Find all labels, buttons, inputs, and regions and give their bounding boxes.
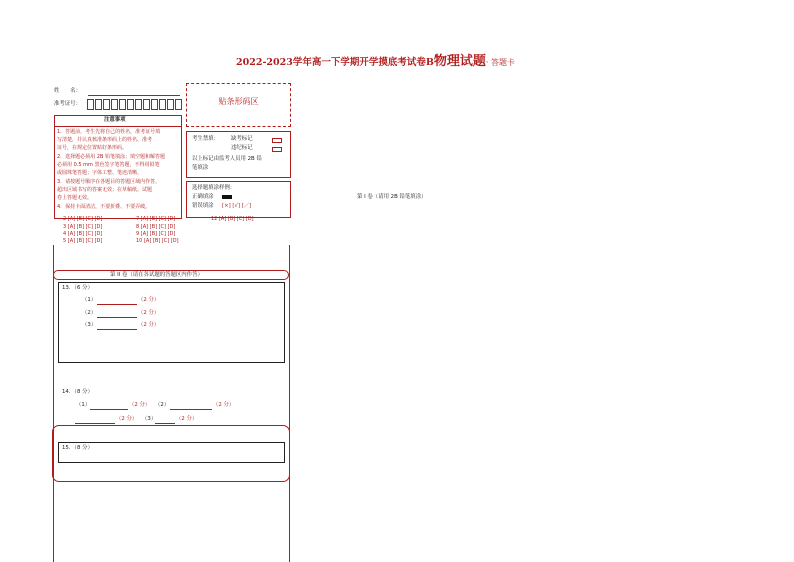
barcode-label: 贴条形码区 — [218, 97, 259, 106]
q14-score: （2 分） — [129, 402, 151, 408]
note-line: 4．保持卡面清洁，不要折叠、不要弄破。 — [57, 204, 151, 210]
answer-region-left-border — [53, 245, 54, 562]
status-label: 考生禁填： — [192, 136, 219, 142]
exam-no-cell[interactable] — [175, 99, 182, 110]
mc-row[interactable]: 7 [A] [B] [C] [D] — [136, 216, 176, 222]
absent-mark-label: 缺考标记 — [231, 136, 253, 142]
wrong-fill-marks: [×] [√] [／] — [222, 203, 252, 209]
q14-score: （2 分） — [213, 402, 235, 408]
violation-mark-box[interactable] — [272, 147, 282, 152]
answer-region-right-border — [289, 245, 290, 562]
q14-num-2: （2） — [155, 402, 170, 408]
q13-item-score: （2 分） — [138, 322, 160, 328]
exam-no-cell[interactable] — [95, 99, 102, 110]
note-line: 3．请按题号顺序在各题目的答题区域内作答， — [57, 179, 161, 185]
q13-item-score: （2 分） — [138, 297, 160, 303]
exam-no-cell[interactable] — [159, 99, 166, 110]
q14-num-1: （1） — [76, 402, 91, 408]
mc-row[interactable]: 8 [A] [B] [C] [D] — [136, 224, 176, 230]
exam-no-cell[interactable] — [87, 99, 94, 110]
q13-blank[interactable] — [97, 317, 137, 318]
mc-row[interactable]: 2 [A] [B] [C] [D] — [63, 216, 103, 222]
section1-note: 第 I 卷（请用 2B 铅笔填涂） — [357, 194, 427, 200]
notes-title: 注意事项 — [104, 117, 126, 123]
title-suffix: · 答题卡 — [485, 58, 515, 67]
barcode-area — [186, 83, 291, 127]
exam-no-cell[interactable] — [119, 99, 126, 110]
correct-fill-sample — [222, 195, 232, 199]
q13-blank[interactable] — [97, 304, 137, 305]
q13-item-num: （2） — [82, 310, 97, 316]
exam-no-cell[interactable] — [103, 99, 110, 110]
mc-row[interactable]: 10 [A] [B] [C] [D] — [136, 238, 179, 244]
note-line: 2．选择题必须用 2B 铅笔填涂；填空题和解答题 — [57, 154, 165, 160]
q14-blank[interactable] — [155, 423, 175, 424]
q14-score: （2 分） — [116, 416, 138, 422]
q15-header: 15．（8 分） — [62, 445, 93, 451]
fill-example-title: 选择题填涂样例： — [192, 185, 236, 191]
q14-num-3: （3） — [142, 416, 157, 422]
name-field[interactable] — [88, 95, 180, 96]
note-line: 超出区域书写的答案无效；在草稿纸、试题 — [57, 187, 153, 193]
exam-no-cell[interactable] — [111, 99, 118, 110]
exam-no-cell[interactable] — [143, 99, 150, 110]
q14-blank[interactable] — [90, 409, 128, 410]
q14-header: 14．（8 分） — [62, 389, 93, 395]
mc-row[interactable]: 9 [A] [B] [C] [D] — [136, 231, 176, 237]
q13-header: 13．（6 分） — [62, 285, 93, 291]
note-line: 或圆珠笔答题；字体工整、笔迹清晰。 — [57, 170, 143, 176]
wrong-fill-label: 错误填涂 — [192, 203, 214, 209]
name-label: 姓 名： — [54, 88, 81, 94]
mc-row[interactable]: 4 [A] [B] [C] [D] — [63, 231, 103, 237]
q13-blank[interactable] — [97, 329, 137, 330]
title-prefix: 2022-2023学年高一下学期开学摸底考试卷B — [236, 57, 434, 68]
exam-no-grid[interactable] — [87, 99, 183, 110]
exam-no-cell[interactable] — [135, 99, 142, 110]
q14-score: （2 分） — [176, 416, 198, 422]
title-main: 物理试题 — [433, 54, 486, 69]
mc-row[interactable]: 12 [A] [B] [C] [D] — [211, 216, 254, 222]
page-title — [236, 50, 515, 69]
note-line: 卷上答题无效。 — [57, 195, 93, 201]
q14-blank[interactable] — [170, 409, 212, 410]
section2-title: 第 II 卷（请在各试题的答题区内作答） — [110, 272, 203, 278]
note-line: 必须用 0.5 mm 黑色签字笔答题，不得用铅笔 — [57, 162, 160, 168]
status-note-2: 笔填涂 — [192, 165, 209, 171]
mc-row[interactable]: 3 [A] [B] [C] [D] — [63, 224, 103, 230]
exam-no-cell[interactable] — [127, 99, 134, 110]
note-line: 写清楚，并认真核准条形码上的姓名、准考 — [57, 137, 153, 143]
q13-item-num: （3） — [82, 322, 97, 328]
mc-row[interactable]: 5 [A] [B] [C] [D] — [63, 238, 103, 244]
correct-fill-label: 正确填涂 — [192, 194, 214, 200]
exam-no-label: 准考证号： — [54, 101, 81, 107]
exam-no-cell[interactable] — [167, 99, 174, 110]
status-note-1: 以上标记由监考人员用 2B 铅 — [192, 156, 262, 162]
note-line: 1．答题前，考生先将自己的姓名，准考证号填 — [57, 129, 161, 135]
note-line: 证号，在规定位置贴好条形码。 — [57, 145, 128, 151]
absent-mark-box[interactable] — [272, 138, 282, 143]
q13-item-num: （1） — [82, 297, 97, 303]
q14-blank[interactable] — [75, 423, 115, 424]
exam-no-cell[interactable] — [151, 99, 158, 110]
violation-mark-label: 违纪标记 — [231, 145, 253, 151]
q13-item-score: （2 分） — [138, 310, 160, 316]
notes-divider — [54, 126, 182, 127]
